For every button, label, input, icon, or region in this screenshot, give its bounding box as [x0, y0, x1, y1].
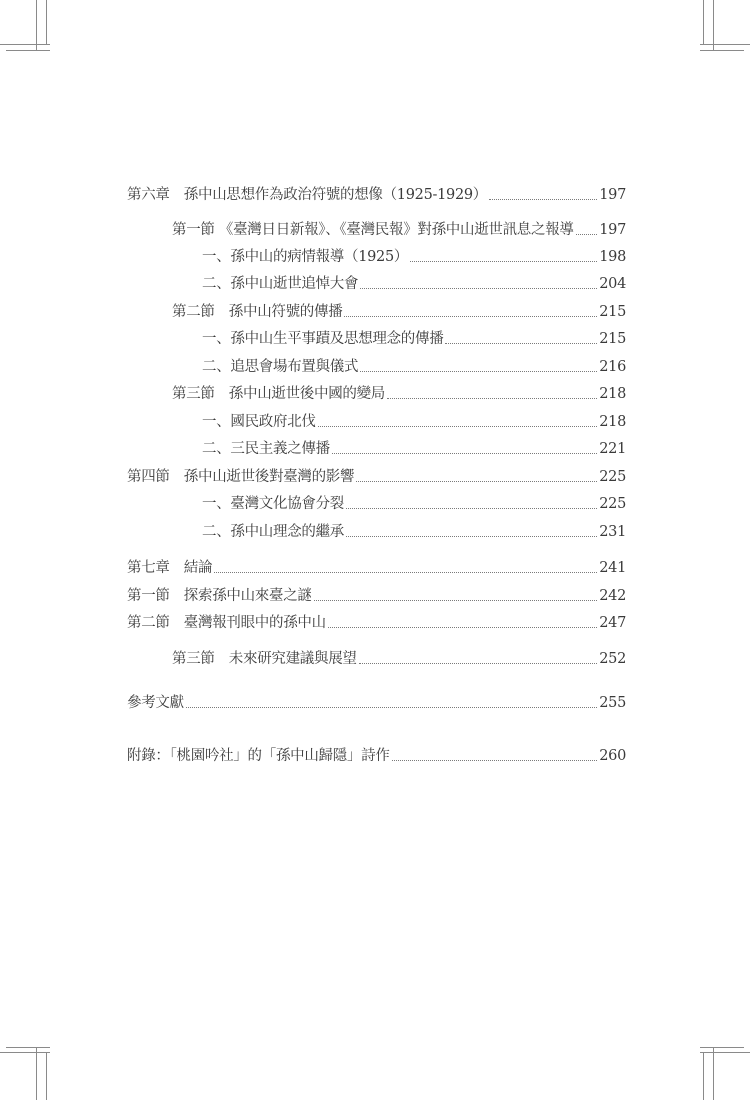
toc-entry-title: 第四節 孫中山逝世後對臺灣的影響	[127, 469, 355, 485]
toc-entry-page: 252	[599, 651, 626, 667]
dot-leader	[392, 760, 598, 761]
toc-entry-subsection[interactable]	[202, 324, 626, 348]
toc-entry-title: 第三節 未來研究建議與展望	[172, 651, 357, 667]
toc-entry-title: 一、孫中山生平事蹟及思想理念的傳播	[202, 331, 444, 347]
dot-leader	[328, 627, 597, 628]
dot-leader	[314, 600, 598, 601]
toc-entry-subsection[interactable]	[202, 269, 626, 293]
toc-entry-title: 附錄：「桃園吟社」的「孫中山歸隱」詩作	[127, 748, 390, 764]
toc-entry-page: 247	[599, 615, 626, 631]
dot-leader	[387, 398, 597, 399]
toc-entry-page: 242	[599, 588, 626, 604]
toc-entry-subsection[interactable]	[202, 242, 626, 266]
toc-entry-appendix[interactable]	[127, 741, 626, 765]
toc-entry-chapter-6[interactable]	[127, 180, 626, 204]
dot-leader	[346, 536, 597, 537]
toc-entry-page: 231	[599, 524, 626, 540]
toc-entry-subsection[interactable]	[202, 352, 626, 376]
toc-entry-section[interactable]	[127, 462, 626, 486]
toc-entry-title: 第六章 孫中山思想作為政治符號的想像（1925-1929）	[127, 187, 488, 203]
toc-entry-title: 第二節 臺灣報刊眼中的孫中山	[127, 615, 326, 631]
toc-entry-title: 一、孫中山的病情報導（1925）	[202, 249, 409, 265]
toc-entry-title: 第一節 《臺灣日日新報》、《臺灣民報》對孫中山逝世訊息之報導	[172, 222, 574, 238]
toc-entry-title: 二、孫中山理念的繼承	[202, 524, 344, 540]
toc-entry-section[interactable]	[127, 608, 626, 632]
toc-entry-page: 225	[599, 496, 626, 512]
toc-entry-chapter-7[interactable]	[127, 553, 626, 577]
toc-entry-title: 一、臺灣文化協會分裂	[202, 496, 344, 512]
toc-entry-title: 第三節 孫中山逝世後中國的變局	[172, 386, 385, 402]
toc-entry-page: 221	[599, 441, 626, 457]
toc-entry-page: 215	[599, 331, 626, 347]
toc-entry-title: 第二節 孫中山符號的傳播	[172, 304, 343, 320]
toc-entry-page: 260	[599, 748, 626, 764]
dot-leader	[360, 288, 597, 289]
dot-leader	[445, 343, 597, 344]
toc-entry-page: 218	[599, 386, 626, 402]
toc-entry-title: 二、追思會場布置與儀式	[202, 359, 359, 375]
toc-entry-subsection[interactable]	[202, 434, 626, 458]
dot-leader	[360, 371, 597, 372]
toc-entry-title: 二、孫中山逝世追悼大會	[202, 276, 359, 292]
toc-entry-page: 197	[599, 187, 626, 203]
toc-entry-page: 198	[599, 249, 626, 265]
dot-leader	[318, 426, 598, 427]
dot-leader	[576, 234, 598, 235]
toc-entry-page: 197	[599, 222, 626, 238]
dot-leader	[214, 572, 597, 573]
dot-leader	[344, 316, 597, 317]
toc-entry-subsection[interactable]	[202, 517, 626, 541]
dot-leader	[186, 707, 597, 708]
toc-entry-page: 216	[599, 359, 626, 375]
toc-entry-page: 218	[599, 414, 626, 430]
toc-entry-subsection[interactable]	[202, 489, 626, 513]
toc-entry-section[interactable]	[127, 581, 626, 605]
dot-leader	[489, 199, 597, 200]
toc-entry-section[interactable]	[172, 644, 626, 668]
toc-entry-title: 第七章 結論	[127, 560, 213, 576]
toc-entry-title: 第一節 探索孫中山來臺之謎	[127, 588, 312, 604]
dot-leader	[359, 663, 598, 664]
toc-entry-section[interactable]	[172, 297, 626, 321]
toc-entry-title: 參考文獻	[127, 695, 184, 711]
toc-entry-title: 一、國民政府北伐	[202, 414, 316, 430]
toc-entry-page: 255	[599, 695, 626, 711]
toc-entry-page: 204	[599, 276, 626, 292]
dot-leader	[346, 508, 597, 509]
toc-entry-page: 225	[599, 469, 626, 485]
toc-entry-references[interactable]	[127, 688, 626, 712]
toc-entry-section[interactable]	[172, 379, 626, 403]
toc-entry-section[interactable]	[172, 215, 626, 239]
dot-leader	[410, 261, 597, 262]
dot-leader	[332, 453, 597, 454]
toc-entry-page: 241	[599, 560, 626, 576]
dot-leader	[356, 481, 597, 482]
toc-entry-title: 二、三民主義之傳播	[202, 441, 330, 457]
toc-entry-subsection[interactable]	[202, 407, 626, 431]
toc-entry-page: 215	[599, 304, 626, 320]
